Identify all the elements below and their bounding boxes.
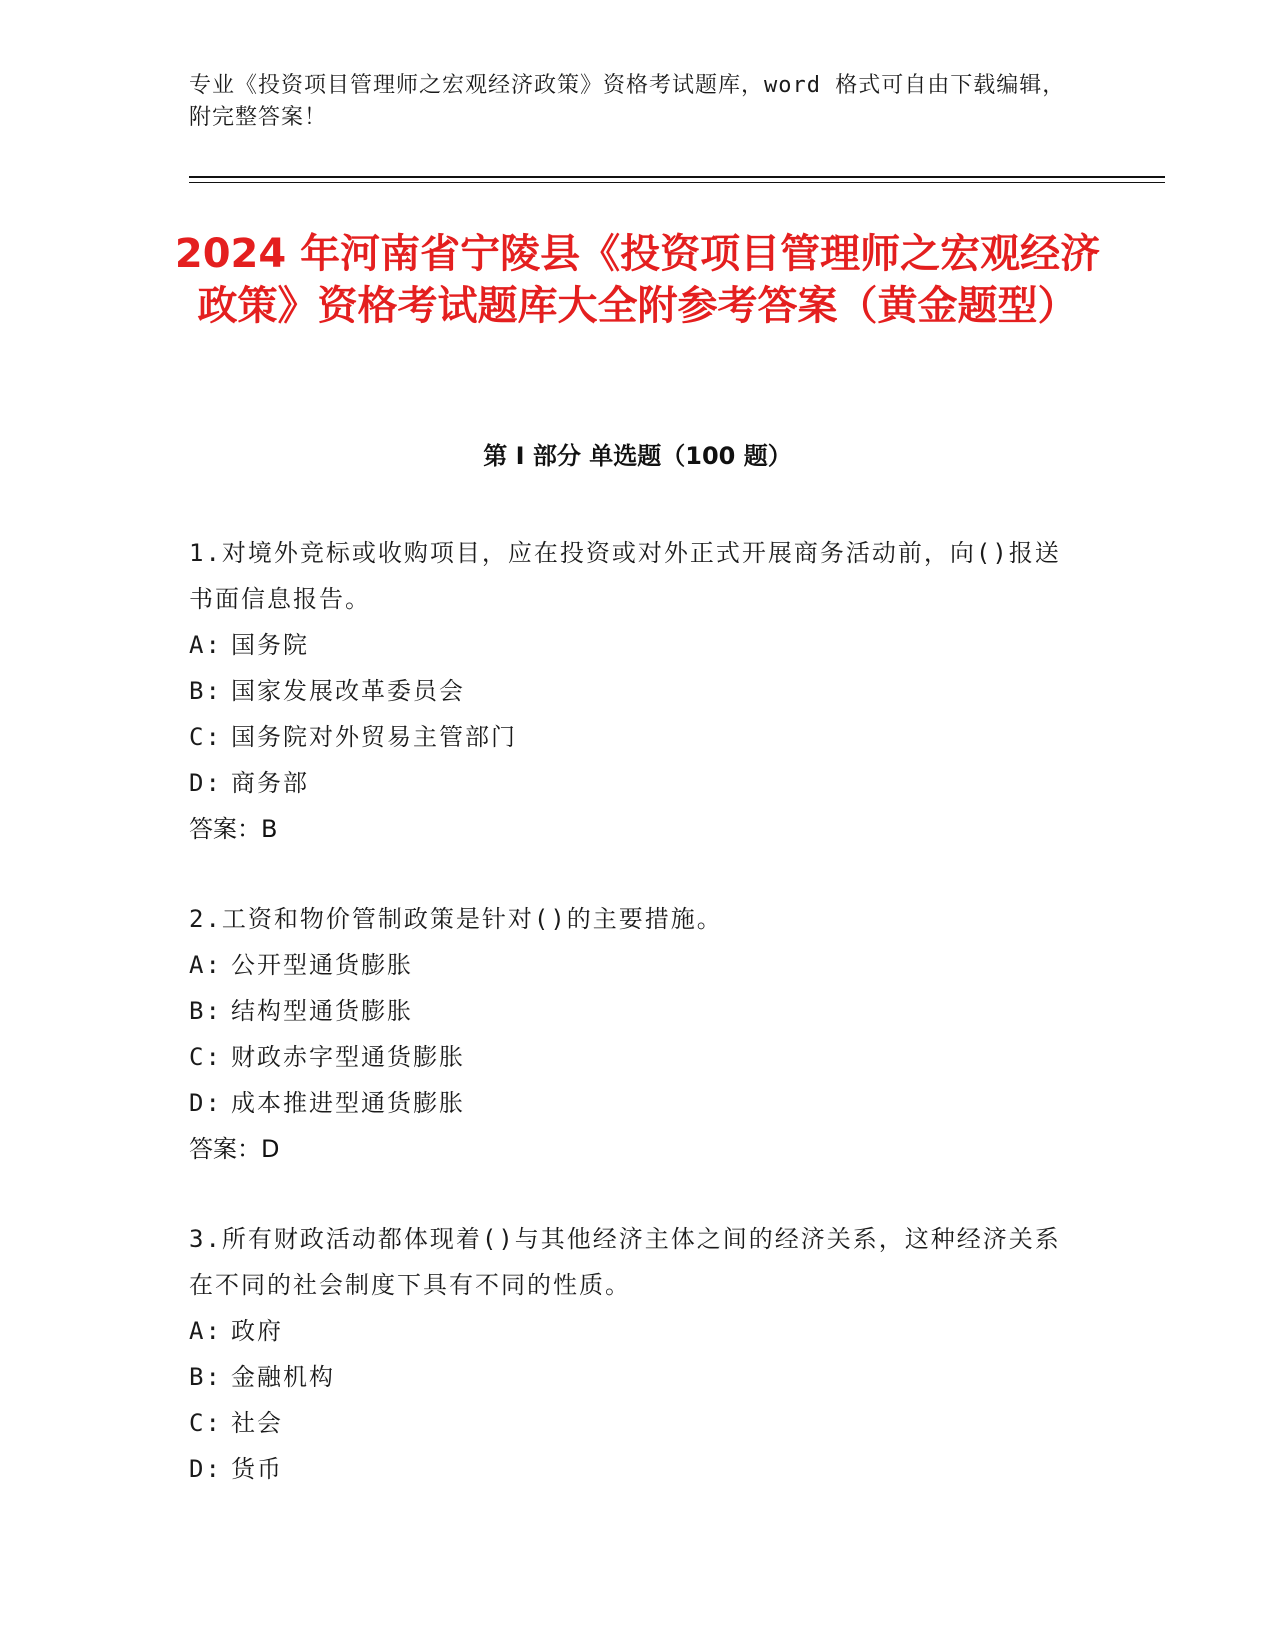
section-heading: 第 I 部分 单选题（100 题）	[483, 442, 792, 470]
document-title: 2024 年河南省宁陵县《投资项目管理师之宏观经济政策》资格考试题库大全附参考答案（黄金题型）	[174, 231, 1101, 329]
header-note: 专业《投资项目管理师之宏观经济政策》资格考试题库，word 格式可自由下载编辑，附完整答案！	[189, 73, 1066, 130]
option-key: B:	[189, 1363, 222, 1391]
option-text: 财政赤字型通货膨胀	[231, 1043, 465, 1071]
option-b	[189, 988, 1069, 1034]
option-a	[189, 1308, 1069, 1354]
header-divider-thick	[189, 176, 1165, 178]
question-3	[189, 1216, 1069, 1492]
option-text: 金融机构	[231, 1363, 335, 1391]
option-d	[189, 760, 1069, 806]
option-key: A:	[189, 631, 222, 659]
option-c	[189, 1400, 1069, 1446]
option-c	[189, 1034, 1069, 1080]
option-text: 结构型通货膨胀	[231, 997, 413, 1025]
option-text: 商务部	[231, 769, 309, 797]
question-list	[189, 530, 1069, 1536]
question-stem: 1.对境外竞标或收购项目，应在投资或对外正式开展商务活动前，向()报送书面信息报告。	[189, 539, 1061, 613]
option-text: 政府	[231, 1317, 283, 1345]
option-a	[189, 622, 1069, 668]
question-stem: 2.工资和物价管制政策是针对()的主要措施。	[189, 905, 723, 933]
answer-label: 答案：D	[189, 1135, 280, 1163]
option-text: 成本推进型通货膨胀	[231, 1089, 465, 1117]
option-text: 国务院	[231, 631, 309, 659]
option-key: C:	[189, 1043, 222, 1071]
option-b	[189, 668, 1069, 714]
option-a	[189, 942, 1069, 988]
option-text: 社会	[231, 1409, 283, 1437]
option-d	[189, 1446, 1069, 1492]
option-d	[189, 1080, 1069, 1126]
option-text: 国务院对外贸易主管部门	[231, 723, 517, 751]
question-2	[189, 896, 1069, 1172]
question-stem: 3.所有财政活动都体现着()与其他经济主体之间的经济关系，这种经济关系在不同的社会制度下具有不同的性质。	[189, 1225, 1061, 1299]
question-1	[189, 530, 1069, 852]
option-key: A:	[189, 951, 222, 979]
option-key: D:	[189, 1089, 222, 1117]
option-key: D:	[189, 769, 222, 797]
option-key: D:	[189, 1455, 222, 1483]
option-key: B:	[189, 997, 222, 1025]
option-key: C:	[189, 723, 222, 751]
option-key: C:	[189, 1409, 222, 1437]
option-b	[189, 1354, 1069, 1400]
option-c	[189, 714, 1069, 760]
option-key: A:	[189, 1317, 222, 1345]
option-text: 货币	[231, 1455, 283, 1483]
header-divider-thin	[189, 182, 1165, 183]
answer-label: 答案：B	[189, 815, 278, 843]
option-text: 国家发展改革委员会	[231, 677, 465, 705]
option-text: 公开型通货膨胀	[231, 951, 413, 979]
option-key: B:	[189, 677, 222, 705]
